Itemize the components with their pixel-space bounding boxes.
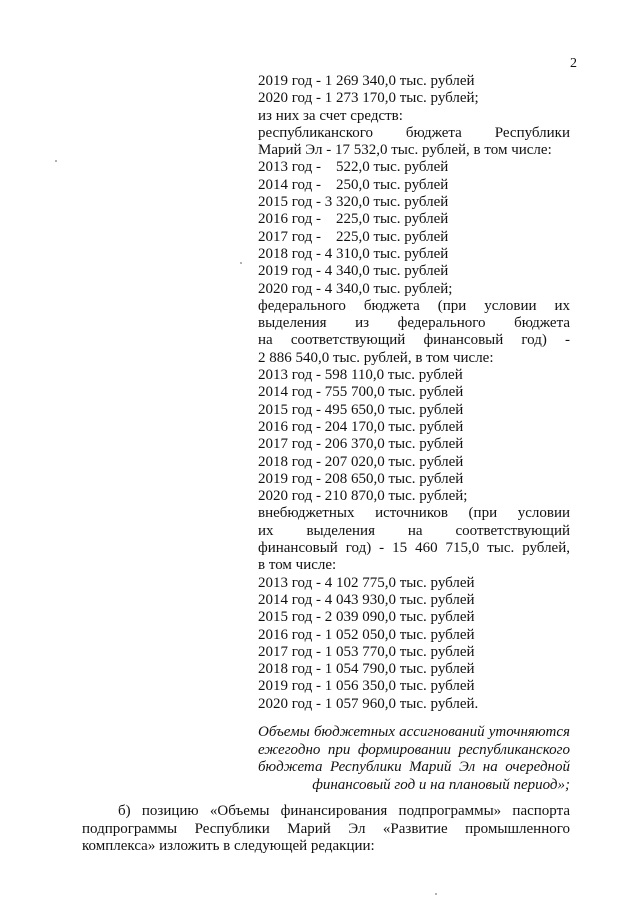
financing-line: 2014 год - 4 043 930,0 тыс. рублей — [258, 591, 475, 608]
financing-line: республиканского бюджета Республики — [258, 124, 570, 141]
note-line: финансовый год и на плановый период»; — [312, 776, 570, 793]
financing-line: 2019 год - 208 650,0 тыс. рублей — [258, 470, 464, 487]
financing-line: 2019 год - 4 340,0 тыс. рублей — [258, 263, 449, 280]
financing-line: 2015 год - 3 320,0 тыс. рублей — [258, 194, 449, 211]
financing-line: 2 886 540,0 тыс. рублей, в том числе: — [258, 349, 494, 366]
financing-line: 2017 год - 225,0 тыс. рублей — [258, 228, 449, 245]
financing-line: 2018 год - 4 310,0 тыс. рублей — [258, 245, 449, 262]
scan-speck — [55, 160, 57, 162]
financing-line: 2013 год - 598 110,0 тыс. рублей — [258, 367, 463, 384]
note-line: бюджета Республики Марий Эл на очередной — [258, 759, 570, 776]
budget-note — [258, 724, 570, 794]
financing-line: 2020 год - 1 057 960,0 тыс. рублей. — [258, 695, 479, 712]
financing-line: финансовый год) - 15 460 715,0 тыс. рублей, — [258, 540, 570, 557]
financing-line: 2018 год - 1 054 790,0 тыс. рублей — [258, 661, 475, 678]
financing-line: выделения из федерального бюджета — [258, 315, 570, 332]
financing-line: их выделения на соответствующий — [258, 522, 570, 539]
paragraph-b — [82, 803, 570, 856]
paragraph-b-line: подпрограммы Республики Марий Эл «Развитие промышленного — [82, 820, 570, 837]
financing-line: 2017 год - 206 370,0 тыс. рублей — [258, 436, 464, 453]
financing-line: 2014 год - 250,0 тыс. рублей — [258, 176, 449, 193]
financing-line: Марий Эл - 17 532,0 тыс. рублей, в том числе: — [258, 142, 552, 159]
paragraph-b-line: б) позицию «Объемы финансирования подпрограммы» паспорта — [118, 803, 570, 819]
financing-line: 2020 год - 1 273 170,0 тыс. рублей; — [258, 90, 479, 107]
financing-line: на соответствующий финансовый год) - — [258, 332, 570, 349]
financing-line: 2014 год - 755 700,0 тыс. рублей — [258, 384, 464, 401]
paragraph-b-line: комплекса» изложить в следующей редакции: — [82, 838, 375, 855]
financing-line: внебюджетных источников (при условии — [258, 505, 570, 522]
financing-line: 2016 год - 1 052 050,0 тыс. рублей — [258, 626, 475, 643]
financing-line: 2019 год - 1 269 340,0 тыс. рублей — [258, 73, 475, 89]
financing-line: 2020 год - 210 870,0 тыс. рублей; — [258, 488, 468, 505]
financing-line: 2013 год - 522,0 тыс. рублей — [258, 159, 449, 176]
financing-line: в том числе: — [258, 557, 337, 574]
financing-line: 2016 год - 204 170,0 тыс. рублей — [258, 418, 464, 435]
note-line: ежегодно при формировании республиканского — [258, 741, 570, 758]
financing-volume-list — [258, 73, 570, 713]
financing-line: из них за счет средств: — [258, 107, 403, 124]
financing-line: 2018 год - 207 020,0 тыс. рублей — [258, 453, 464, 470]
scan-speck — [240, 262, 242, 264]
financing-line: 2019 год - 1 056 350,0 тыс. рублей — [258, 678, 475, 695]
page-number: 2 — [570, 56, 577, 71]
scan-speck — [435, 893, 437, 895]
financing-line: 2015 год - 495 650,0 тыс. рублей — [258, 401, 464, 418]
financing-line: 2015 год - 2 039 090,0 тыс. рублей — [258, 609, 475, 626]
financing-line: федерального бюджета (при условии их — [258, 297, 570, 314]
financing-line: 2017 год - 1 053 770,0 тыс. рублей — [258, 643, 475, 660]
note-line: Объемы бюджетных ассигнований уточняются — [258, 724, 570, 740]
financing-line: 2020 год - 4 340,0 тыс. рублей; — [258, 280, 453, 297]
financing-line: 2016 год - 225,0 тыс. рублей — [258, 211, 449, 228]
financing-line: 2013 год - 4 102 775,0 тыс. рублей — [258, 574, 475, 591]
